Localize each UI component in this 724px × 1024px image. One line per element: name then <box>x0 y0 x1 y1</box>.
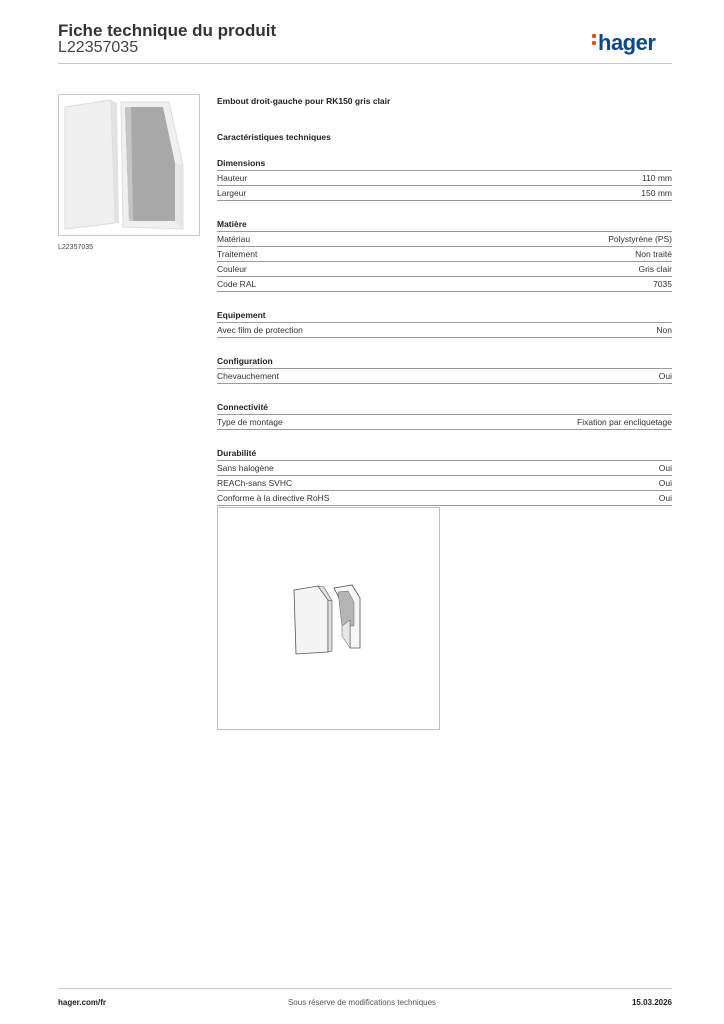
spec-value: Polystyrène (PS) <box>608 234 672 244</box>
footer-date: 15.03.2026 <box>631 998 672 1007</box>
section-title: Equipement <box>217 310 672 323</box>
section-dimensions <box>217 158 672 201</box>
spec-value: Fixation par encliquetage <box>577 417 672 427</box>
footer-website-link[interactable]: hager.com/fr <box>58 998 107 1007</box>
logo-text: hager <box>598 30 656 55</box>
spec-row <box>217 277 672 292</box>
section-title: Matière <box>217 219 672 232</box>
spec-label: Type de montage <box>217 417 283 427</box>
section-equipement <box>217 310 672 338</box>
spec-label: Chevauchement <box>217 371 279 381</box>
spec-row <box>217 186 672 201</box>
end-cap-photo-icon <box>59 95 199 235</box>
product-specs <box>217 96 672 538</box>
characteristics-title: Caractéristiques techniques <box>217 132 331 142</box>
spec-label: Code RAL <box>217 279 257 289</box>
spec-value: 110 mm <box>641 173 672 183</box>
section-title: Durabilité <box>217 448 672 461</box>
product-name: Embout droit-gauche pour RK150 gris clair <box>217 96 391 106</box>
spec-value: Non traité <box>635 249 672 259</box>
spec-value: Gris clair <box>638 264 672 274</box>
thumbnail-caption: L22357035 <box>58 244 94 251</box>
page-title: Fiche technique du produit <box>58 21 277 40</box>
section-title: Dimensions <box>217 158 672 171</box>
product-thumbnail <box>58 94 200 236</box>
spec-label: Sans halogène <box>217 463 274 473</box>
spec-row <box>217 247 672 262</box>
section-configuration <box>217 356 672 384</box>
spec-value: Oui <box>658 493 672 503</box>
spec-value: 150 mm <box>641 188 672 198</box>
spec-row <box>217 491 672 506</box>
spec-row <box>217 415 672 430</box>
hager-logo[interactable] <box>592 30 655 56</box>
spec-label: Largeur <box>217 188 247 198</box>
spec-row <box>217 232 672 247</box>
section-durabilite <box>217 448 672 506</box>
spec-value: 7035 <box>653 279 672 289</box>
product-drawing <box>217 507 440 730</box>
spec-row <box>217 461 672 476</box>
header-divider <box>58 63 672 64</box>
spec-label: Avec film de protection <box>217 325 303 335</box>
section-matiere <box>217 219 672 292</box>
product-reference: L22357035 <box>58 39 139 56</box>
spec-value: Oui <box>658 478 672 488</box>
footer-disclaimer: Sous réserve de modifications techniques <box>287 998 437 1007</box>
spec-value: Non <box>656 325 672 335</box>
spec-label: Conforme à la directive RoHS <box>217 493 330 503</box>
spec-value: Oui <box>658 371 672 381</box>
spec-row <box>217 476 672 491</box>
spec-row <box>217 262 672 277</box>
section-title: Configuration <box>217 356 672 369</box>
footer-divider <box>58 988 672 989</box>
logo-dots-icon <box>592 34 596 48</box>
spec-label: REACh-sans SVHC <box>217 478 293 488</box>
end-cap-drawing-icon <box>218 508 439 729</box>
spec-row <box>217 369 672 384</box>
section-title: Connectivité <box>217 402 672 415</box>
spec-row <box>217 171 672 186</box>
spec-label: Traitement <box>217 249 258 259</box>
section-connectivite <box>217 402 672 430</box>
spec-label: Couleur <box>217 264 247 274</box>
spec-label: Matériau <box>217 234 251 244</box>
spec-row <box>217 323 672 338</box>
spec-value: Oui <box>658 463 672 473</box>
spec-label: Hauteur <box>217 173 248 183</box>
